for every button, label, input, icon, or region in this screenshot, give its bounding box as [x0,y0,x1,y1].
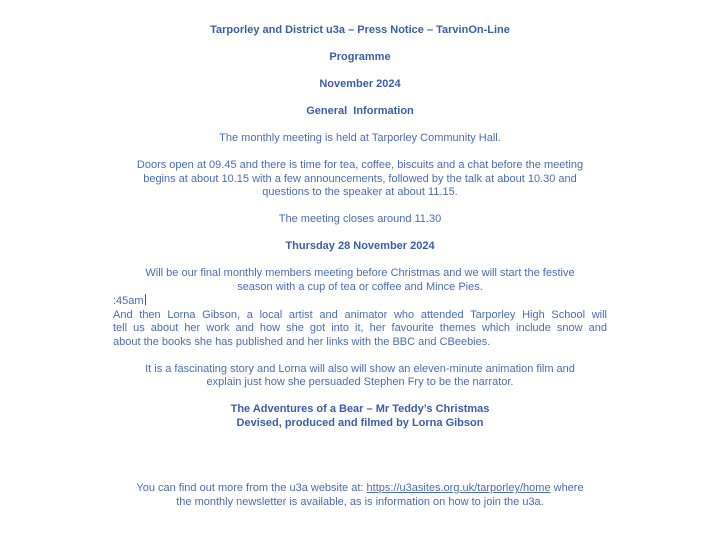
text-cursor-caret [145,294,147,305]
edit-fragment-text: :45am [113,295,144,307]
doors-paragraph [113,159,607,200]
general-information-heading: General Information [306,105,414,117]
meeting-date-heading: Thursday 28 November 2024 [285,240,435,252]
festive-paragraph [113,267,607,294]
doors-line-3: questions to the speaker at about 11.15. [262,186,458,198]
lorna-line-2: tell us about her work and how she got into it, her favourite themes which include snow and [113,322,607,334]
film-credit-line: Devised, produced and filmed by Lorna Gibson [236,416,484,429]
venue-line: The monthly meeting is held at Tarporley Community Hall. [219,132,501,144]
u3a-website-link[interactable]: https://u3asites.org.uk/tarporley/home [366,482,551,494]
footer-text-after-link: where [550,482,584,494]
film-title-line: The Adventures of a Bear – Mr Teddy’s Christmas [230,403,490,415]
footer-text-before-link: You can find out more from the u3a website at: [136,482,367,494]
month-heading: November 2024 [319,78,401,90]
footer-line-2: the monthly newsletter is available, as is information on how to join the u3a. [176,495,544,508]
film-paragraph [113,363,607,390]
footer-paragraph [113,482,607,509]
festive-line-1: Will be our final monthly members meeting before Christmas and we will start the festive [145,267,575,279]
notice-content [113,24,607,509]
doors-line-2: begins at about 10.15 with a few announcements, followed by the talk at about 10.30 and [143,172,577,185]
lorna-line-3: about the books she has published and her links with the BBC and CBeebies. [113,335,491,348]
edit-fragment-line[interactable] [113,294,607,309]
footer-line-1 [113,482,607,496]
doors-line-1: Doors open at 09.45 and there is time for tea, coffee, biscuits and a chat before the meeting [136,159,584,171]
programme-heading: Programme [329,51,391,63]
film-line-1: It is a fascinating story and Lorna will also will show an eleven-minute animation film and [145,362,575,375]
closing-time-line: The meeting closes around 11.30 [278,213,442,225]
festive-line-2: season with a cup of tea or coffee and Mince Pies. [237,280,483,293]
film-line-2: explain just how she persuaded Stephen Fry to be the narrator. [206,376,514,388]
notice-title: Tarporley and District u3a – Press Notice – TarvinOn-Line [210,24,510,36]
lorna-paragraph [113,309,607,350]
lorna-line-1: And then Lorna Gibson, a local artist and animator who attended Tarporley High School will [113,308,607,321]
